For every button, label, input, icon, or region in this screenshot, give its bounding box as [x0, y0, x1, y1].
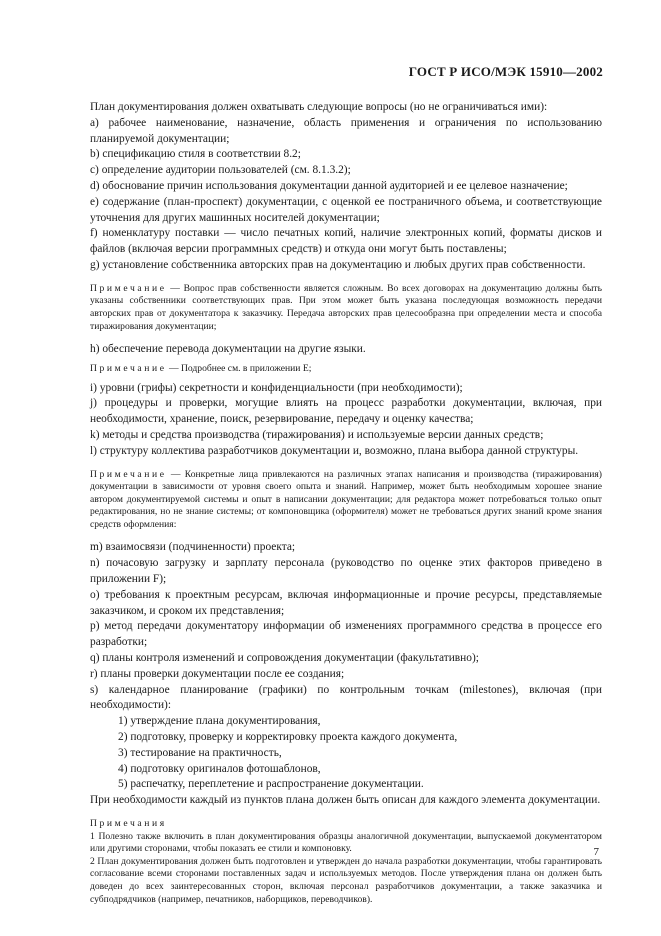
- note-text: — Подробнее см. в приложении E;: [166, 362, 312, 374]
- sub-item-5: 5) распечатку, переплетение и распространение документации.: [118, 778, 424, 791]
- list-item-i: i) уровни (грифы) секретности и конфиденциальности (при необходимости);: [90, 381, 463, 394]
- notes-title: Примечания: [90, 818, 167, 830]
- note-label: Примечание: [90, 362, 167, 374]
- list-item-e: e) содержание (план-проспект) документации, с оценкой ее постраничного объема, и соответствующие уточнения для других машинных носителей документации;: [90, 195, 602, 224]
- sub-item-3: 3) тестирование на практичность,: [118, 746, 282, 759]
- note-label: Примечание: [90, 282, 167, 294]
- intro-paragraph: План документирования должен охватывать следующие вопросы (но не ограничиваться ими):: [90, 101, 548, 113]
- note-item-1: 1 Полезно также включить в план документирования образцы аналогичной документации, выпускаемой документатором или другими сторонами, чтобы показать ее стили и компоновку.: [90, 830, 602, 855]
- note-label: Примечание: [90, 468, 167, 480]
- list-item-a: a) рабочее наименование, назначение, область применения и ограничения по использованию планируемой документации;: [90, 116, 602, 145]
- note-item-2: 2 План документирования должен быть подготовлен и утвержден до начала разработки документации, чтобы гарантировать согласование всеми сторонами поставленных задач и используемых методов. После утверждения плана он должен быть доведен до всех заинтересованных сторон, включая персонал разработчиков документации, а также заказчика и субподрядчиков (например, печатников, наборщиков, переводчиков).: [90, 855, 602, 905]
- sub-item-2: 2) подготовку, проверку и корректировку проекта каждого документа,: [118, 731, 458, 744]
- note-ownership: [90, 283, 602, 333]
- list-item-r: r) планы проверки документации после ее создания;: [90, 667, 345, 680]
- note-text: — Конкретные лица привлекаются на различных этапах написания и производства (тиражирования) документации в зависимости от уровня своего опыта и знаний. Например, может быть необходимым хорошее знание автором документируемой системы и опыт в написании документации; для редактора может потребоваться только опыт редактирования, но не знание системы; от компоновщика (оформителя) может не требоваться других знаний кроме знания средств оформления:: [90, 468, 602, 530]
- list-item-n: n) почасовую загрузку и зарплату персонала (руководство по оценке этих факторов приведено в приложении F);: [90, 557, 602, 586]
- note-appendix-e: [90, 363, 602, 376]
- page-content: [90, 100, 602, 906]
- sub-item-4: 4) подготовку оригиналов фотошаблонов,: [118, 762, 321, 775]
- list-item-p: p) метод передачи документатору информации об изменениях программного средства в процессе его разработки;: [90, 620, 602, 649]
- list-item-c: c) определение аудитории пользователей (см. 8.1.3.2);: [90, 164, 351, 177]
- list-item-o: o) требования к проектным ресурсам, включая информационные и прочие ресурсы, представляемые заказчиком, и сроком их представления;: [90, 588, 602, 617]
- list-item-l: l) структуру коллектива разработчиков документации и, возможно, плана выбора данной структуры.: [90, 444, 579, 457]
- milestone-sublist: [90, 714, 602, 793]
- list-item-f: f) номенклатуру поставки — число печатных копий, наличие электронных копий, форматы дисков и файлов (включая версии программных средств) и откуда они могут быть поставлены;: [90, 227, 602, 256]
- standard-header: ГОСТ Р ИСО/МЭК 15910—2002: [408, 64, 603, 79]
- closing-paragraph: При необходимости каждый из пунктов плана должен быть описан для каждого элемента документации.: [90, 794, 601, 807]
- page-number: 7: [593, 846, 599, 858]
- note-personnel: [90, 469, 602, 532]
- sub-item-1: 1) утверждение плана документирования,: [118, 715, 321, 728]
- list-item-j: j) процедуры и проверки, могущие влиять на процесс разработки документации, включая, при необходимости, хранение, поиск, резервирование, передачу и оценку качества;: [90, 397, 602, 426]
- note-text: — Вопрос прав собственности является сложным. Во всех договорах на документацию должны быть указаны собственники соответствующих прав. При этом может быть указана последующая возможность передачи авторских прав от документатора к заказчику. Передача авторских прав целесообразна при определении места и способа тиражирования документации;: [90, 282, 602, 332]
- list-item-b: b) спецификацию стиля в соответствии 8.2;: [90, 148, 301, 161]
- list-item-m: m) взаимосвязи (подчиненности) проекта;: [90, 541, 296, 554]
- list-item-d: d) обоснование причин использования документации данной аудиторией и ее целевое назначение;: [90, 179, 568, 192]
- list-item-h: h) обеспечение перевода документации на другие языки.: [90, 343, 366, 356]
- list-item-k: k) методы и средства производства (тиражирования) и используемые версии данных средств;: [90, 428, 544, 441]
- list-item-q: q) планы контроля изменений и сопровождения документации (факультативно);: [90, 652, 479, 665]
- list-item-s: s) календарное планирование (графики) по контрольным точкам (milestones), включая (при необходимости):: [90, 683, 602, 712]
- list-item-g: g) установление собственника авторских прав на документацию и любых других прав собственности.: [90, 258, 586, 271]
